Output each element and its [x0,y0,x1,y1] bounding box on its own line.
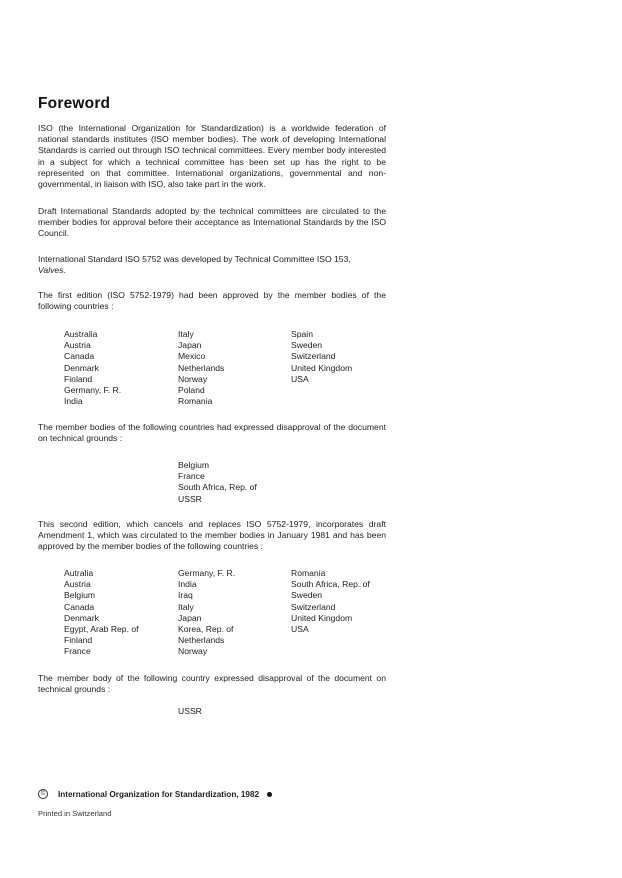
country-item: Canada [64,601,95,612]
paragraph-second-edition: This second edition, which cancels and replaces ISO 5752-1979, incorporates draft Amendment 1, which was circulated to the member bodies in January 1981 and has been approved by the member bodies of the following countries : [38,519,386,552]
first-edition-col-1 [64,329,121,407]
first-edition-col-3 [291,329,352,385]
country-item: Japan [178,340,202,351]
country-item: Norway [178,373,208,384]
country-item: Italy [178,329,194,339]
country-item: USA [291,373,309,384]
paragraph-first-edition-disapproval: The member bodies of the following countries had expressed disapproval of the document on technical grounds : [38,422,386,444]
second-edition-col-3 [291,568,370,635]
country-item: Canada [64,351,95,362]
country-item: Belgium [178,460,210,470]
country-item: Romania [291,568,326,578]
paragraph-first-edition: The first edition (ISO 5752-1979) had been approved by the member bodies of the following countries : [38,290,386,312]
country-item: Netherlands [178,362,225,373]
country-item: Poland [178,384,205,395]
first-edition-col-2 [178,329,224,407]
second-edition-approval-list [0,568,622,660]
page-title: Foreword [38,95,111,112]
committee-name: Valves. [38,265,66,276]
country-item: Mexico [178,351,206,362]
country-item: Australia [64,329,98,339]
country-item: Autralia [64,568,94,578]
country-item: USSR [178,493,202,504]
country-item: Norway [178,646,208,657]
country-item: Iraq [178,590,193,601]
country-item: Germany, F. R. [64,384,122,395]
country-item: France [64,646,91,657]
copyright-text: International Organization for Standardization, 1982 [58,789,260,799]
country-item: Finland [64,635,93,646]
paragraph-standard-origin [38,254,386,276]
country-item: Switzerland [291,601,336,612]
second-edition-col-2 [178,568,235,658]
country-item: South Africa, Rep. of [178,482,257,493]
bullet-icon [267,792,272,797]
country-item: Sweden [291,340,323,351]
country-item: Austria [64,340,91,351]
second-edition-disapproval-list [178,706,202,717]
first-edition-approval-list [0,329,622,409]
first-edition-disapproval-list [178,460,257,505]
country-item: Germany, F. R. [178,568,236,578]
country-item: Denmark [64,362,99,373]
country-item: United Kingdom [291,362,353,373]
paragraph-second-edition-disapproval: The member body of the following country expressed disapproval of the document on technical grounds : [38,673,386,695]
country-item: Romania [178,396,213,407]
second-edition-col-1 [64,568,139,658]
copyright-icon: © [38,789,48,799]
country-item: Egypt, Arab Rep. of [64,623,139,634]
country-item: India [64,396,83,407]
country-item: Spain [291,329,313,339]
copyright-line [38,789,272,799]
country-item: France [178,471,205,482]
standard-origin-text: International Standard ISO 5752 was developed by Technical Committee ISO 153, [38,254,351,264]
country-item: India [178,579,197,590]
country-item: Austria [64,579,91,590]
country-item: Netherlands [178,635,225,646]
paragraph-draft-standards: Draft International Standards adopted by the technical committees are circulated to the member bodies for approval before their acceptance as International Standards by the ISO Council. [38,206,386,239]
country-item: Italy [178,601,194,612]
country-item: Finland [64,373,93,384]
paragraph-iso-intro: ISO (the International Organization for Standardization) is a worldwide federation of national standards institutes (ISO member bodies). The work of developing International Standards is carried out through ISO technical committees. Every member body interested in a subject for which a technical committee has been set up has the right to be represented on that committee. International organizations, governmental and non-governmental, in liaison with ISO, also take part in the work. [38,123,386,190]
country-item: Belgium [64,590,96,601]
country-item: Denmark [64,612,99,623]
country-item: South Africa, Rep. of [291,579,370,590]
country-item: USA [291,623,309,634]
country-item: United Kingdom [291,612,353,623]
country-item: Japan [178,612,202,623]
country-item: USSR [178,706,202,716]
country-item: Korea, Rep. of [178,623,234,634]
printed-location: Printed in Switzerland [38,809,112,818]
country-item: Switzerland [291,351,336,362]
country-item: Sweden [291,590,323,601]
